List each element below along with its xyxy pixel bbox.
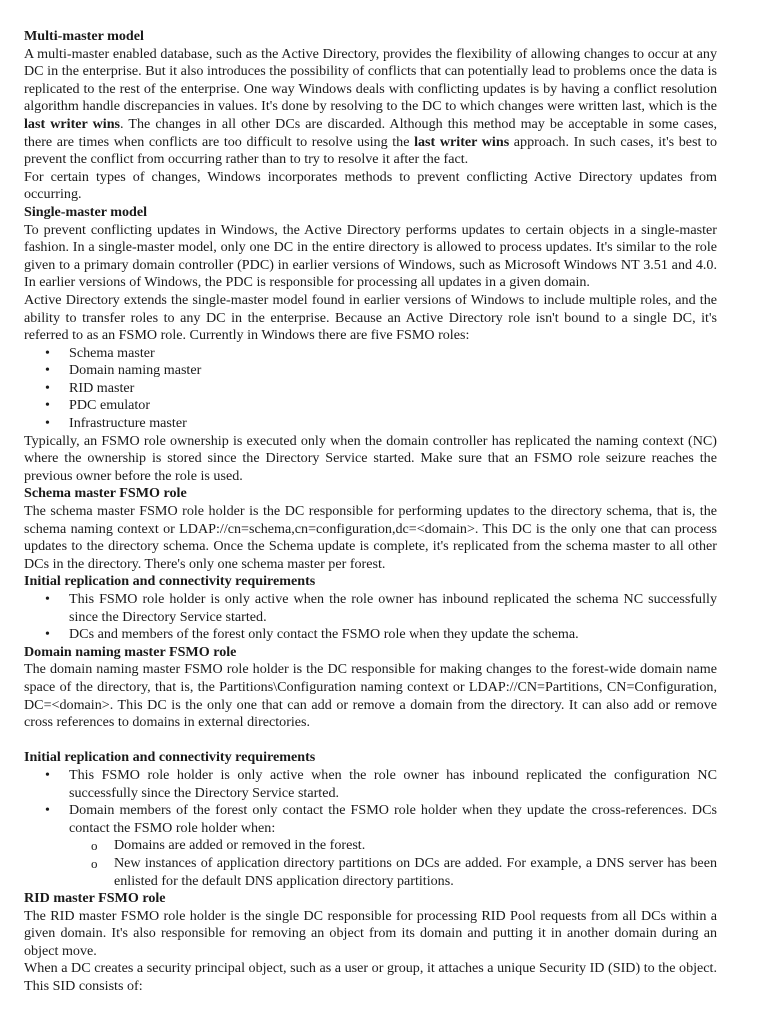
bold-term: last writer wins xyxy=(414,133,510,150)
list-item: • PDC emulator xyxy=(24,397,717,415)
sub-list xyxy=(69,837,717,890)
paragraph: Active Directory extends the single-master model found in earlier versions of Windows to include multiple roles, and the ability to transfer roles to any DC in the enterprise. Because an Active Directory role isn't bound to a single DC, it's referred to as an FSMO role. Currently in Windows there are five FSMO roles: xyxy=(24,291,717,344)
bold-term: last writer wins xyxy=(24,115,121,132)
list-item: • Schema master xyxy=(24,345,717,363)
paragraph-multi-master: A multi-master enabled database, such as the Active Directory, provides the flexibility of allowing changes to occur at any DC in the enterprise. But it also introduces the possibility of conflicts that can potentially lead to problems once the data is replicated to the rest of the enterprise. One way Windows deals with conflicting updates is by having a conflict resolution algorithm handle discrepancies in values. It's done by resolving to the DC to which changes were written last, which is the last writer wins. The changes in all other DCs are discarded. Although this method may be acceptable in some cases, there are times when conflicts are too difficult to resolve using the last writer wins approach. In such cases, it's best to prevent the conflict from occurring rather than to try to resolve it after the fact. xyxy=(24,45,718,168)
requirements-list xyxy=(24,767,717,890)
list-item: • Domain members of the forest only contact the FSMO role holder when they update the cross-references. DCs contact the FSMO role holder when: o Domains are added or removed in the forest. o New instances of application directory partitions on DCs are added. For example, a DNS server has been enlisted for the default DNS application directory partitions. xyxy=(24,802,717,890)
list-item: • DCs and members of the forest only contact the FSMO role when they update the schema. xyxy=(24,626,717,644)
section-heading-domain-naming-master: Domain naming master FSMO role xyxy=(24,643,237,660)
paragraph: Typically, an FSMO role ownership is executed only when the domain controller has replicated the naming context (NC) where the ownership is stored since the Directory Service started. Make sure that an FSMO role seizure reaches the previous owner before the role is used. xyxy=(24,432,717,484)
sub-list-item: o New instances of application directory partitions on DCs are added. For example, a DNS server has been enlisted for the default DNS application directory partitions. xyxy=(69,855,717,890)
subsection-heading: Initial replication and connectivity requirements xyxy=(24,749,316,766)
list-item: • RID master xyxy=(24,380,717,398)
list-item: • Infrastructure master xyxy=(24,415,717,433)
document-page xyxy=(24,28,717,996)
paragraph: When a DC creates a security principal object, such as a user or group, it attaches a unique Security ID (SID) to the object. This SID consists of: xyxy=(24,960,717,995)
section-heading-rid-master: RID master FSMO role xyxy=(24,890,166,907)
list-item: • This FSMO role holder is only active when the role owner has inbound replicated the configuration NC successfully since the Directory Service started. xyxy=(24,767,717,802)
paragraph: The schema master FSMO role holder is the DC responsible for performing updates to the directory schema, that is, the schema naming context or LDAP://cn=schema,cn=configuration,dc=<domain>. This DC is the only one that can process updates to the directory schema. Once the Schema update is complete, it's replicated from the schema master to all other DCs in the directory. There's only one schema master per forest. xyxy=(24,503,717,572)
list-item: • This FSMO role holder is only active when the role owner has inbound replicated the schema NC successfully since the Directory Service started. xyxy=(24,591,717,626)
section-heading-multi-master: Multi-master model xyxy=(24,28,144,44)
blank-line xyxy=(24,732,717,750)
section-heading-schema-master: Schema master FSMO role xyxy=(24,485,187,502)
subsection-heading: Initial replication and connectivity requirements xyxy=(24,573,316,590)
paragraph: The domain naming master FSMO role holder is the DC responsible for making changes to the forest-wide domain name space of the directory, that is, the Partitions\Configuration naming context or LDAP://CN=Partitions, CN=Configuration, DC=<domain>. This DC is the only one that can add or remove a domain from the directory. It can also add or remove cross references to domains in external directories. xyxy=(24,661,717,731)
paragraph: The RID master FSMO role holder is the single DC responsible for processing RID Pool requests from all DCs within a given domain. It's also responsible for removing an object from its domain and putting it in another domain during an object move. xyxy=(24,907,717,959)
paragraph: To prevent conflicting updates in Windows, the Active Directory performs updates to certain objects in a single-master fashion. In a single-master model, only one DC in the entire directory is allowed to process updates. It's similar to the role given to a primary domain controller (PDC) in earlier versions of Windows, such as Microsoft Windows NT 3.51 and 4.0. In earlier versions of Windows, the PDC is responsible for processing all updates in a given domain. xyxy=(24,221,717,291)
section-heading-single-master: Single-master model xyxy=(24,203,148,220)
sub-list-item: o Domains are added or removed in the forest. xyxy=(69,837,717,855)
requirements-list xyxy=(24,591,717,644)
paragraph: For certain types of changes, Windows incorporates methods to prevent conflicting Active Directory updates from occurring. xyxy=(24,168,717,203)
list-item: • Domain naming master xyxy=(24,362,717,380)
fsmo-roles-list xyxy=(24,345,717,433)
